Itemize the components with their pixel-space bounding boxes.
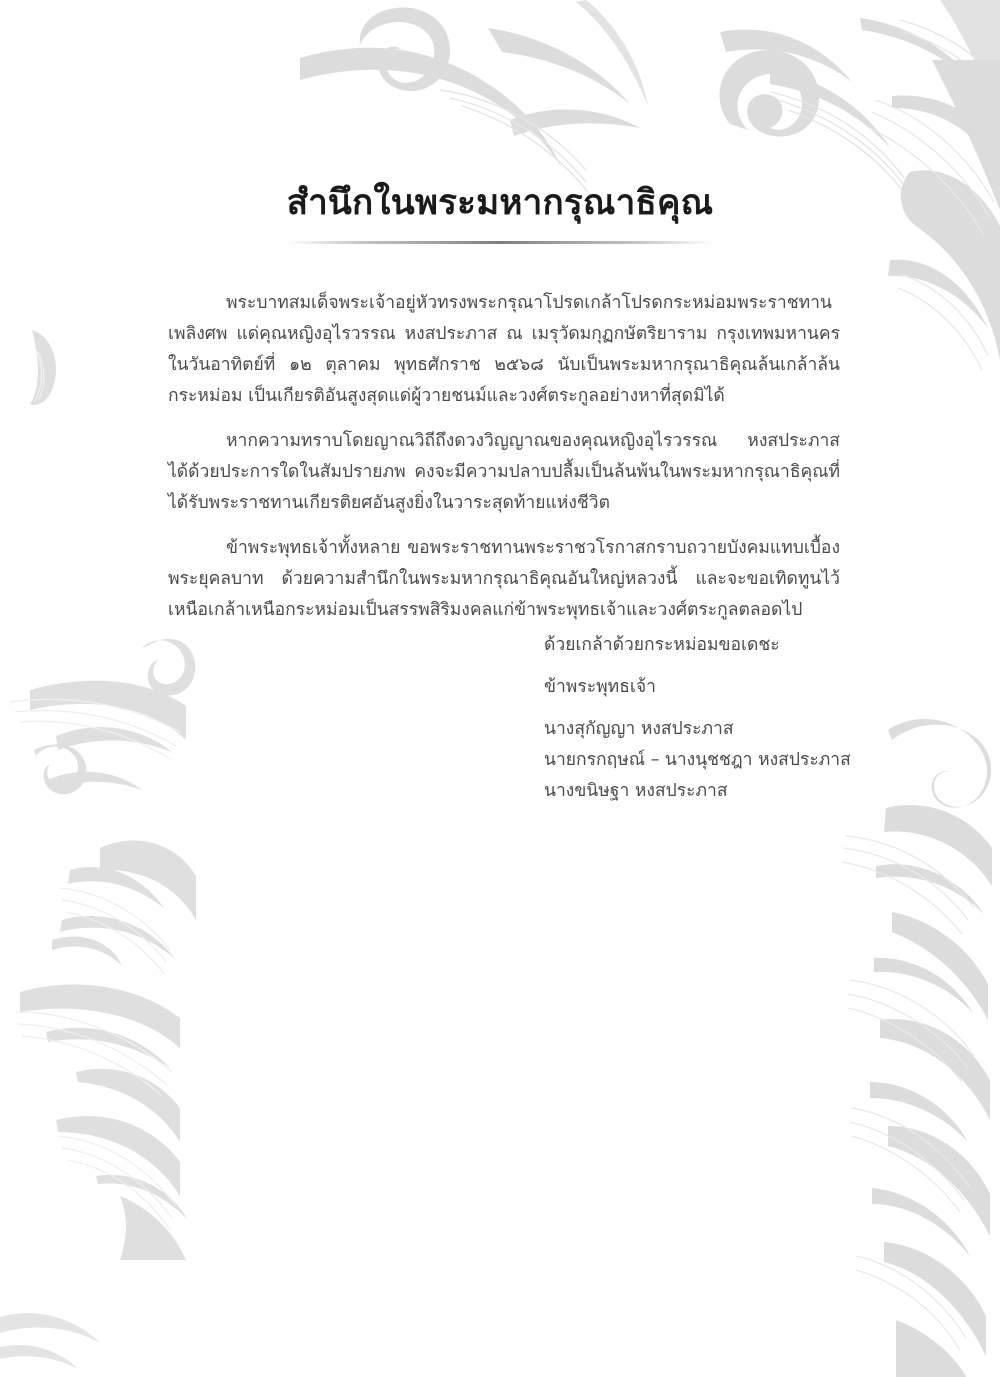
signature-names bbox=[544, 714, 964, 807]
left-small-leaf-ornament bbox=[22, 320, 62, 410]
signature-name: นางสุกัญญา หงสประภาส bbox=[544, 719, 734, 739]
paragraph-2: หากความทราบโดยญาณวิถีถึงดวงวิญญาณของคุณหญิงอุไรวรรณ หงสประภาส ได้ด้วยประการใดในสัมปรายภพ คงจะมีความปลาบปลื้มเป็นล้นพ้นในพระมหากรุณาธิคุณที่ได้รับพระราชทานเกียรติยศอันสูงยิ่งในวาระสุดท้ายแห่งชีวิต bbox=[168, 431, 840, 513]
signature-subject: ข้าพระพุทธเจ้า bbox=[544, 677, 656, 697]
signature-name: นายกรกฤษณ์ – นางนุชชฎา หงสประภาส bbox=[544, 750, 851, 770]
title-divider bbox=[285, 241, 715, 244]
signature-closing: ด้วยเกล้าด้วยกระหม่อมขอเดชะ bbox=[544, 635, 780, 655]
signature-name: นางขนิษฐา หงสประภาส bbox=[544, 781, 728, 801]
title-block bbox=[0, 180, 1000, 244]
body-text-block bbox=[168, 288, 840, 626]
paragraph-3: ข้าพระพุทธเจ้าทั้งหลาย ขอพระราชทานพระราชวโรกาสกราบถวายบังคมแทบเบื้องพระยุคลบาท ด้วยความสำนึกในพระมหากรุณาธิคุณอันใหญ่หลวงนี้ และจะขอเทิดทูนไว้เหนือเกล้าเหนือกระหม่อมเป็นสรรพสิริมงคลแก่ข้าพระพุทธเจ้าและวงศ์ตระกูลตลอดไป bbox=[168, 538, 840, 620]
paragraph-1: พระบาทสมเด็จพระเจ้าอยู่หัวทรงพระกรุณาโปรดเกล้าโปรดกระหม่อมพระราชทานเพลิงศพ แด่คุณหญิงอุไรวรรณ หงสประภาส ณ เมรุวัดมกุฏกษัตริยาราม กรุงเทพมหานคร ในวันอาทิตย์ที่ ๑๒ ตุลาคม พุทธศักราช ๒๕๖๘ นับเป็นพระมหากรุณาธิคุณล้นเกล้าล้นกระหม่อม เป็นเกียรติอันสูงสุดแด่ผู้วายชนม์และวงศ์ตระกูลอย่างหาที่สุดมิได้ bbox=[168, 293, 840, 406]
signature-block bbox=[544, 630, 964, 807]
bottom-left-corner-ornament bbox=[0, 1247, 120, 1377]
page-title: สำนึกในพระมหากรุณาธิคุณ bbox=[286, 183, 714, 223]
left-bottom-floral-ornament bbox=[0, 620, 200, 1260]
top-floral-ornament bbox=[300, 0, 1000, 210]
